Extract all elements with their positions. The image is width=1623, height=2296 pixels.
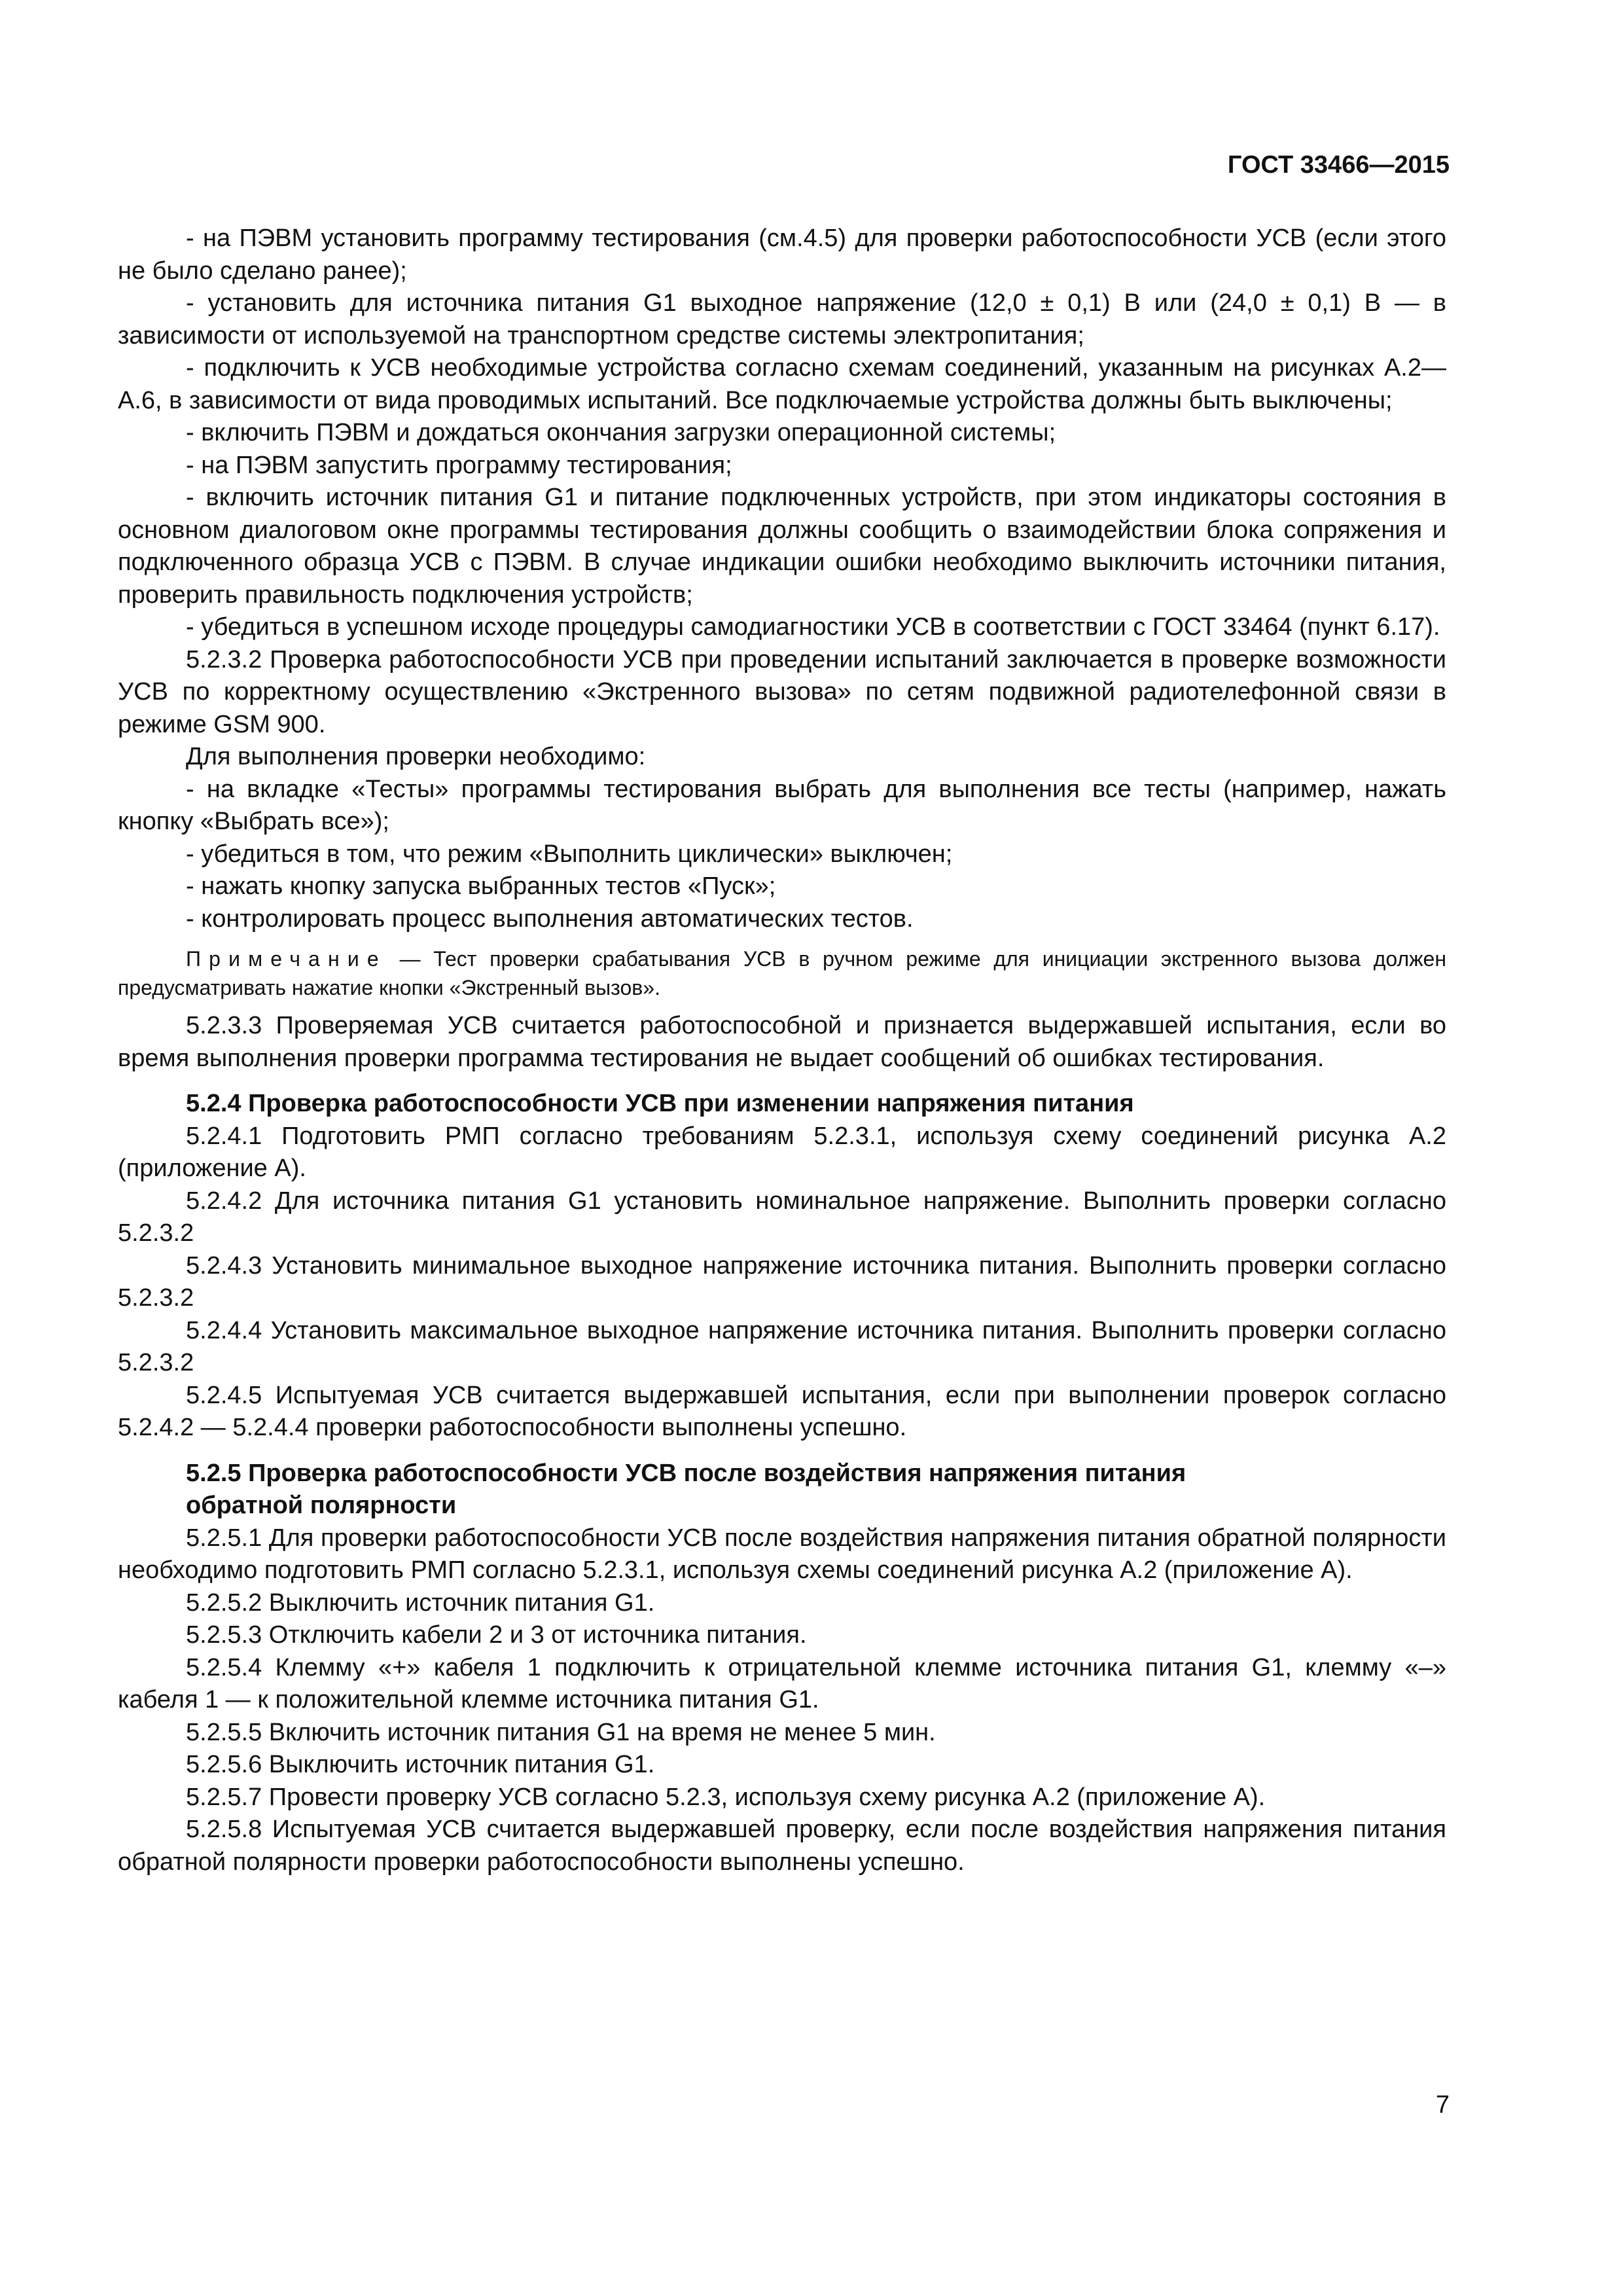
- document-header: ГОСТ 33466—2015: [1227, 151, 1450, 179]
- list-item: - подключить к УСВ необходимые устройства согласно схемам соединений, указанным на рисунках А.2—А.6, в зависимости от вида проводимых испытаний. Все подключаемые устройства должны быть выключены;: [118, 354, 1446, 414]
- paragraph: 5.2.5.8 Испытуемая УСВ считается выдержавшей проверку, если после воздействия напряжения питания обратной полярности проверки работоспособности выполнены успешно.: [118, 1816, 1446, 1876]
- paragraph: 5.2.4.3 Установить минимальное выходное напряжение источника питания. Выполнить проверки согласно 5.2.3.2: [118, 1251, 1446, 1312]
- paragraph: 5.2.4.1 Подготовить РМП согласно требованиям 5.2.3.1, используя схему соединений рисунка А.2 (приложение А).: [118, 1122, 1446, 1182]
- note-text: — Тест проверки срабатывания УСВ в ручном режиме для инициации экстренного вызова должен предусматривать нажатие кнопки «Экстренный вызов».: [118, 947, 1446, 999]
- list-item: - на ПЭВМ запустить программу тестирования;: [186, 451, 732, 479]
- paragraph: 5.2.4.2 Для источника питания G1 установить номинальное напряжение. Выполнить проверки согласно 5.2.3.2: [118, 1187, 1446, 1247]
- paragraph: 5.2.5.6 Выключить источник питания G1.: [186, 1751, 655, 1778]
- page-body: [118, 223, 1446, 1878]
- list-item: - на ПЭВМ установить программу тестирования (см.4.5) для проверки работоспособности УСВ (если этого не было сделано ранее);: [118, 224, 1446, 285]
- paragraph: 5.2.5.3 Отключить кабели 2 и 3 от источника питания.: [186, 1621, 807, 1649]
- section-heading-5-2-5: 5.2.5 Проверка работоспособности УСВ после воздействия напряжения питания обратной полярности: [186, 1459, 1186, 1519]
- paragraph-check-intro: Для выполнения проверки необходимо:: [186, 743, 646, 770]
- list-item: - установить для источника питания G1 выходное напряжение (12,0 ± 0,1) В или (24,0 ± 0,1) В — в зависимости от используемой на транспортном средстве системы электропитания;: [118, 289, 1446, 350]
- list-item: - включить источник питания G1 и питание подключенных устройств, при этом индикаторы состояния в основном диалоговом окне программы тестирования должны сообщить о взаимодействии блока сопряжения и подключенного образца УСВ с ПЭВМ. В случае индикации ошибки необходимо выключить источники питания, проверить правильность подключения устройств;: [118, 484, 1446, 609]
- list-item: - контролировать процесс выполнения автоматических тестов.: [186, 905, 914, 933]
- note: [118, 944, 1446, 1002]
- list-item: - убедиться в том, что режим «Выполнить циклически» выключен;: [186, 840, 953, 868]
- paragraph: 5.2.5.1 Для проверки работоспособности УСВ после воздействия напряжения питания обратной полярности необходимо подготовить РМП согласно 5.2.3.1, используя схемы соединений рисунка А.2 (приложение А).: [118, 1524, 1446, 1584]
- paragraph-5-2-3-2: 5.2.3.2 Проверка работоспособности УСВ при проведении испытаний заключается в проверке возможности УСВ по корректному осуществлению «Экстренного вызова» по сетям подвижной радиотелефонной связи в режиме GSM 900.: [118, 645, 1446, 738]
- paragraph: 5.2.5.2 Выключить источник питания G1.: [186, 1588, 655, 1617]
- note-label: Примечание: [186, 947, 387, 971]
- paragraph: 5.2.5.7 Провести проверку УСВ согласно 5.2.3, используя схему рисунка А.2 (приложение А).: [186, 1783, 1266, 1811]
- section-heading-5-2-4: 5.2.4 Проверка работоспособности УСВ при изменении напряжения питания: [186, 1090, 1134, 1117]
- paragraph: 5.2.5.5 Включить источник питания G1 на время не менее 5 мин.: [186, 1718, 936, 1746]
- paragraph-5-2-3-3: 5.2.3.3 Проверяемая УСВ считается работоспособной и признается выдержавшей испытания, если во время выполнения проверки программа тестирования не выдает сообщений об ошибках тестирования.: [118, 1012, 1446, 1072]
- paragraph: 5.2.5.4 Клемму «+» кабеля 1 подключить к отрицательной клемме источника питания G1, клемму «–» кабеля 1 — к положительной клемме источника питания G1.: [118, 1653, 1446, 1713]
- list-item: - включить ПЭВМ и дождаться окончания загрузки операционной системы;: [186, 419, 1056, 446]
- list-item: - на вкладке «Тесты» программы тестирования выбрать для выполнения все тесты (например, нажать кнопку «Выбрать все»);: [118, 775, 1446, 835]
- page-number: 7: [1435, 2091, 1450, 2119]
- paragraph: 5.2.4.4 Установить максимальное выходное напряжение источника питания. Выполнить проверки согласно 5.2.3.2: [118, 1316, 1446, 1376]
- paragraph: 5.2.4.5 Испытуемая УСВ считается выдержавшей испытания, если при выполнении проверок согласно 5.2.4.2 — 5.2.4.4 проверки работоспособности выполнены успешно.: [118, 1381, 1446, 1441]
- list-item: - нажать кнопку запуска выбранных тестов «Пуск»;: [186, 872, 776, 900]
- list-item: - убедиться в успешном исходе процедуры самодиагностики УСВ в соответствии с ГОСТ 33464 (пункт 6.17).: [186, 613, 1440, 641]
